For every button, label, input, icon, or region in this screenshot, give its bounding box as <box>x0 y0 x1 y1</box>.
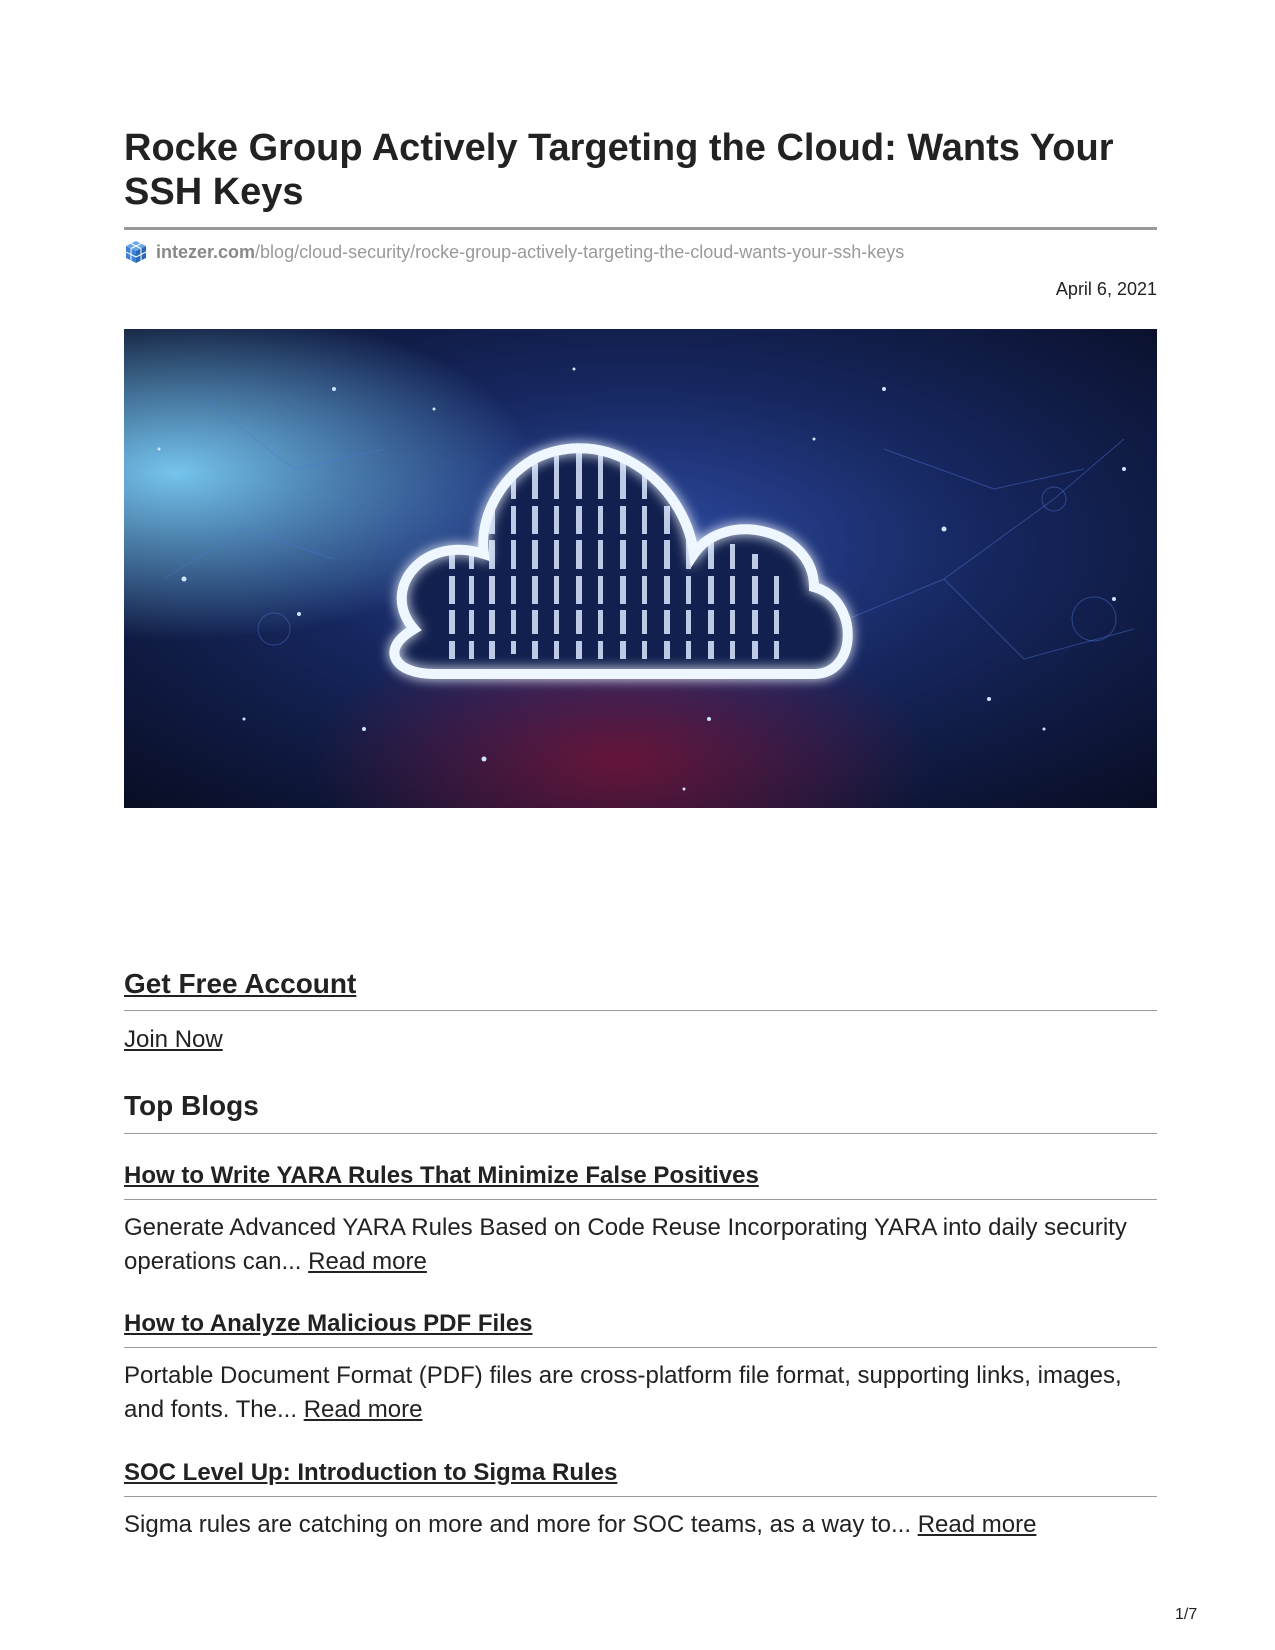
blog-post-excerpt-text: Generate Advanced YARA Rules Based on Code Reuse Incorporating YARA into daily security operations can... <box>124 1214 1127 1275</box>
join-now-link[interactable]: Join Now <box>124 1026 223 1053</box>
get-free-account-heading[interactable]: Get Free Account <box>124 968 357 999</box>
article-title: Rocke Group Actively Targeting the Cloud: Wants Your SSH Keys <box>124 127 1114 213</box>
blog-post-title-link[interactable]: How to Write YARA Rules That Minimize False Positives <box>124 1162 759 1189</box>
blog-post-divider <box>124 1199 1157 1200</box>
blog-post-excerpt-text: Sigma rules are catching on more and more for SOC teams, as a way to... <box>124 1511 912 1538</box>
blog-post-divider <box>124 1347 1157 1348</box>
source-url[interactable] <box>124 240 904 264</box>
source-path[interactable]: /blog/cloud-security/rocke-group-actively-targeting-the-cloud-wants-your-ssh-keys <box>255 241 905 262</box>
source-domain[interactable]: intezer.com <box>156 241 256 262</box>
hero-image-cloud <box>124 329 1157 808</box>
top-blogs-divider <box>124 1133 1157 1134</box>
title-divider <box>124 227 1157 230</box>
blog-post-title-link[interactable]: SOC Level Up: Introduction to Sigma Rules <box>124 1459 618 1486</box>
blog-post-excerpt-text: Portable Document Format (PDF) files are cross-platform file format, supporting links, images, and fonts. The... <box>124 1362 1122 1423</box>
top-blogs-heading: Top Blogs <box>124 1090 259 1121</box>
read-more-link[interactable]: Read more <box>917 1511 1037 1538</box>
signup-divider <box>124 1010 1157 1011</box>
page-number: 1/7 <box>1175 1606 1198 1623</box>
blog-post-excerpt <box>124 1508 1157 1542</box>
blog-post-divider <box>124 1496 1157 1497</box>
read-more-link[interactable]: Read more <box>303 1396 423 1423</box>
blog-post-title-link[interactable]: How to Analyze Malicious PDF Files <box>124 1310 533 1337</box>
read-more-link[interactable]: Read more <box>308 1248 427 1275</box>
intezer-logo-icon <box>124 240 148 264</box>
publish-date: April 6, 2021 <box>1055 279 1157 299</box>
blog-post-excerpt <box>124 1211 1157 1279</box>
blog-post-excerpt <box>124 1359 1157 1427</box>
